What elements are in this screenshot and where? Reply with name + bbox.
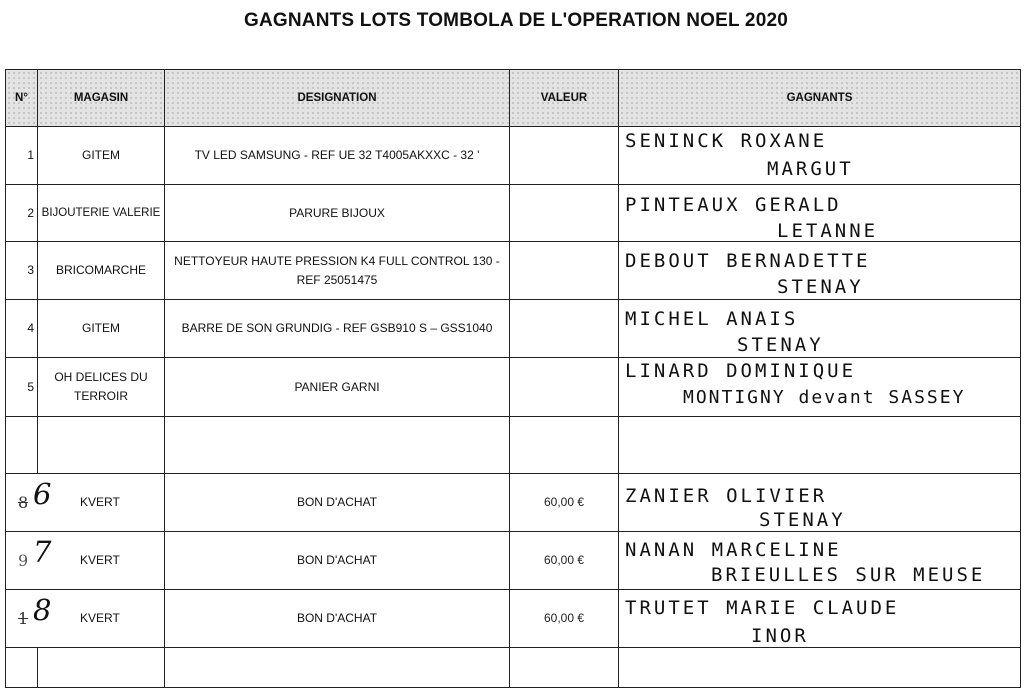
winner-name: SENINCK ROXANE [625,130,828,152]
row-magasin: BIJOUTERIE VALERIE [38,185,165,242]
header-magasin: MAGASIN [38,70,165,127]
row-magasin: GITEM [38,300,165,358]
crossed-number: 8 [18,493,29,512]
table-row [6,590,1021,648]
table-header-row [6,70,1021,127]
row-winner [619,185,1021,242]
header-valeur: VALEUR [510,70,619,127]
row-valeur [510,127,619,185]
crossed-number: 1 [18,609,29,628]
table-row [6,358,1021,417]
row-valeur: 60,00 € [510,474,619,532]
row-valeur [510,242,619,300]
row-designation: BARRE DE SON GRUNDIG - REF GSB910 S – GSS1040 [165,300,510,358]
winner-name: TRUTET MARIE CLAUDE [625,597,900,619]
row-winner [619,590,1021,648]
document-title: GAGNANTS LOTS TOMBOLA DE L'OPERATION NOEL 2020 [243,10,788,31]
row-num-and-magasin [6,474,165,532]
row-num: 2 [6,185,38,242]
row-num: 1 [6,127,38,185]
table-row [6,532,1021,590]
row-winner [619,300,1021,358]
header-designation: DESIGNATION [165,70,510,127]
winner-town: STENAY [777,276,864,298]
winner-name: PINTEAUX GERALD [625,194,842,216]
row-designation: BON D'ACHAT [165,474,510,532]
row-designation: NETTOYEUR HAUTE PRESSION K4 FULL CONTROL 130 - REF 25051475 [165,242,510,300]
winner-name: MICHEL ANAIS [625,308,799,330]
row-designation: TV LED SAMSUNG - REF UE 32 T4005AKXXC - 32 ' [165,127,510,185]
winner-town: STENAY [759,509,846,531]
row-winner [619,417,1021,474]
row-magasin: GITEM [38,127,165,185]
row-valeur [510,417,619,474]
handwritten-number: 8 [33,593,52,627]
row-magasin [38,417,165,474]
winners-table [5,69,1021,688]
row-magasin: KVERT [80,495,120,509]
row-num: 3 [6,242,38,300]
row-num: 4 [6,300,38,358]
winner-name: ZANIER OLIVIER [625,485,828,507]
row-valeur [510,300,619,358]
row-winner [619,474,1021,532]
row-designation: BON D'ACHAT [165,590,510,648]
header-gagnants: GAGNANTS [619,70,1021,127]
winner-name: DEBOUT BERNADETTE [625,250,871,272]
table-row [6,127,1021,185]
table-row [6,300,1021,358]
row-winner [619,242,1021,300]
row-num: 5 [6,358,38,417]
row-magasin: OH DELICES DU TERROIR [38,358,165,417]
winner-town: BRIEULLES SUR MEUSE [711,564,986,586]
row-magasin: KVERT [80,611,120,625]
winner-name: LINARD DOMINIQUE [625,360,857,382]
table-row [6,242,1021,300]
handwritten-number: 6 [33,477,52,511]
row-designation: PARURE BIJOUX [165,185,510,242]
row-num-and-magasin [6,532,165,590]
row-winner [619,532,1021,590]
winner-town: INOR [751,625,809,647]
row-designation [165,417,510,474]
row-valeur [510,185,619,242]
row-designation: BON D'ACHAT [165,532,510,590]
header-num: N° [6,70,38,127]
row-valeur: 60,00 € [510,532,619,590]
table-row-empty [6,417,1021,474]
row-num [6,417,38,474]
table-row [6,474,1021,532]
crossed-number: 9 [18,551,29,570]
row-valeur [510,358,619,417]
row-magasin: KVERT [80,553,120,567]
row-magasin: BRICOMARCHE [38,242,165,300]
row-designation: PANIER GARNI [165,358,510,417]
winner-town: MONTIGNY devant SASSEY [683,387,966,408]
row-winner [619,127,1021,185]
table-row [6,185,1021,242]
winner-town: STENAY [737,334,824,356]
handwritten-number: 7 [33,535,52,569]
winner-town: LETANNE [777,220,879,242]
winner-town: MARGUT [767,158,854,180]
row-valeur: 60,00 € [510,590,619,648]
row-winner [619,358,1021,417]
winner-name: NANAN MARCELINE [625,539,842,561]
row-num-and-magasin [6,590,165,648]
